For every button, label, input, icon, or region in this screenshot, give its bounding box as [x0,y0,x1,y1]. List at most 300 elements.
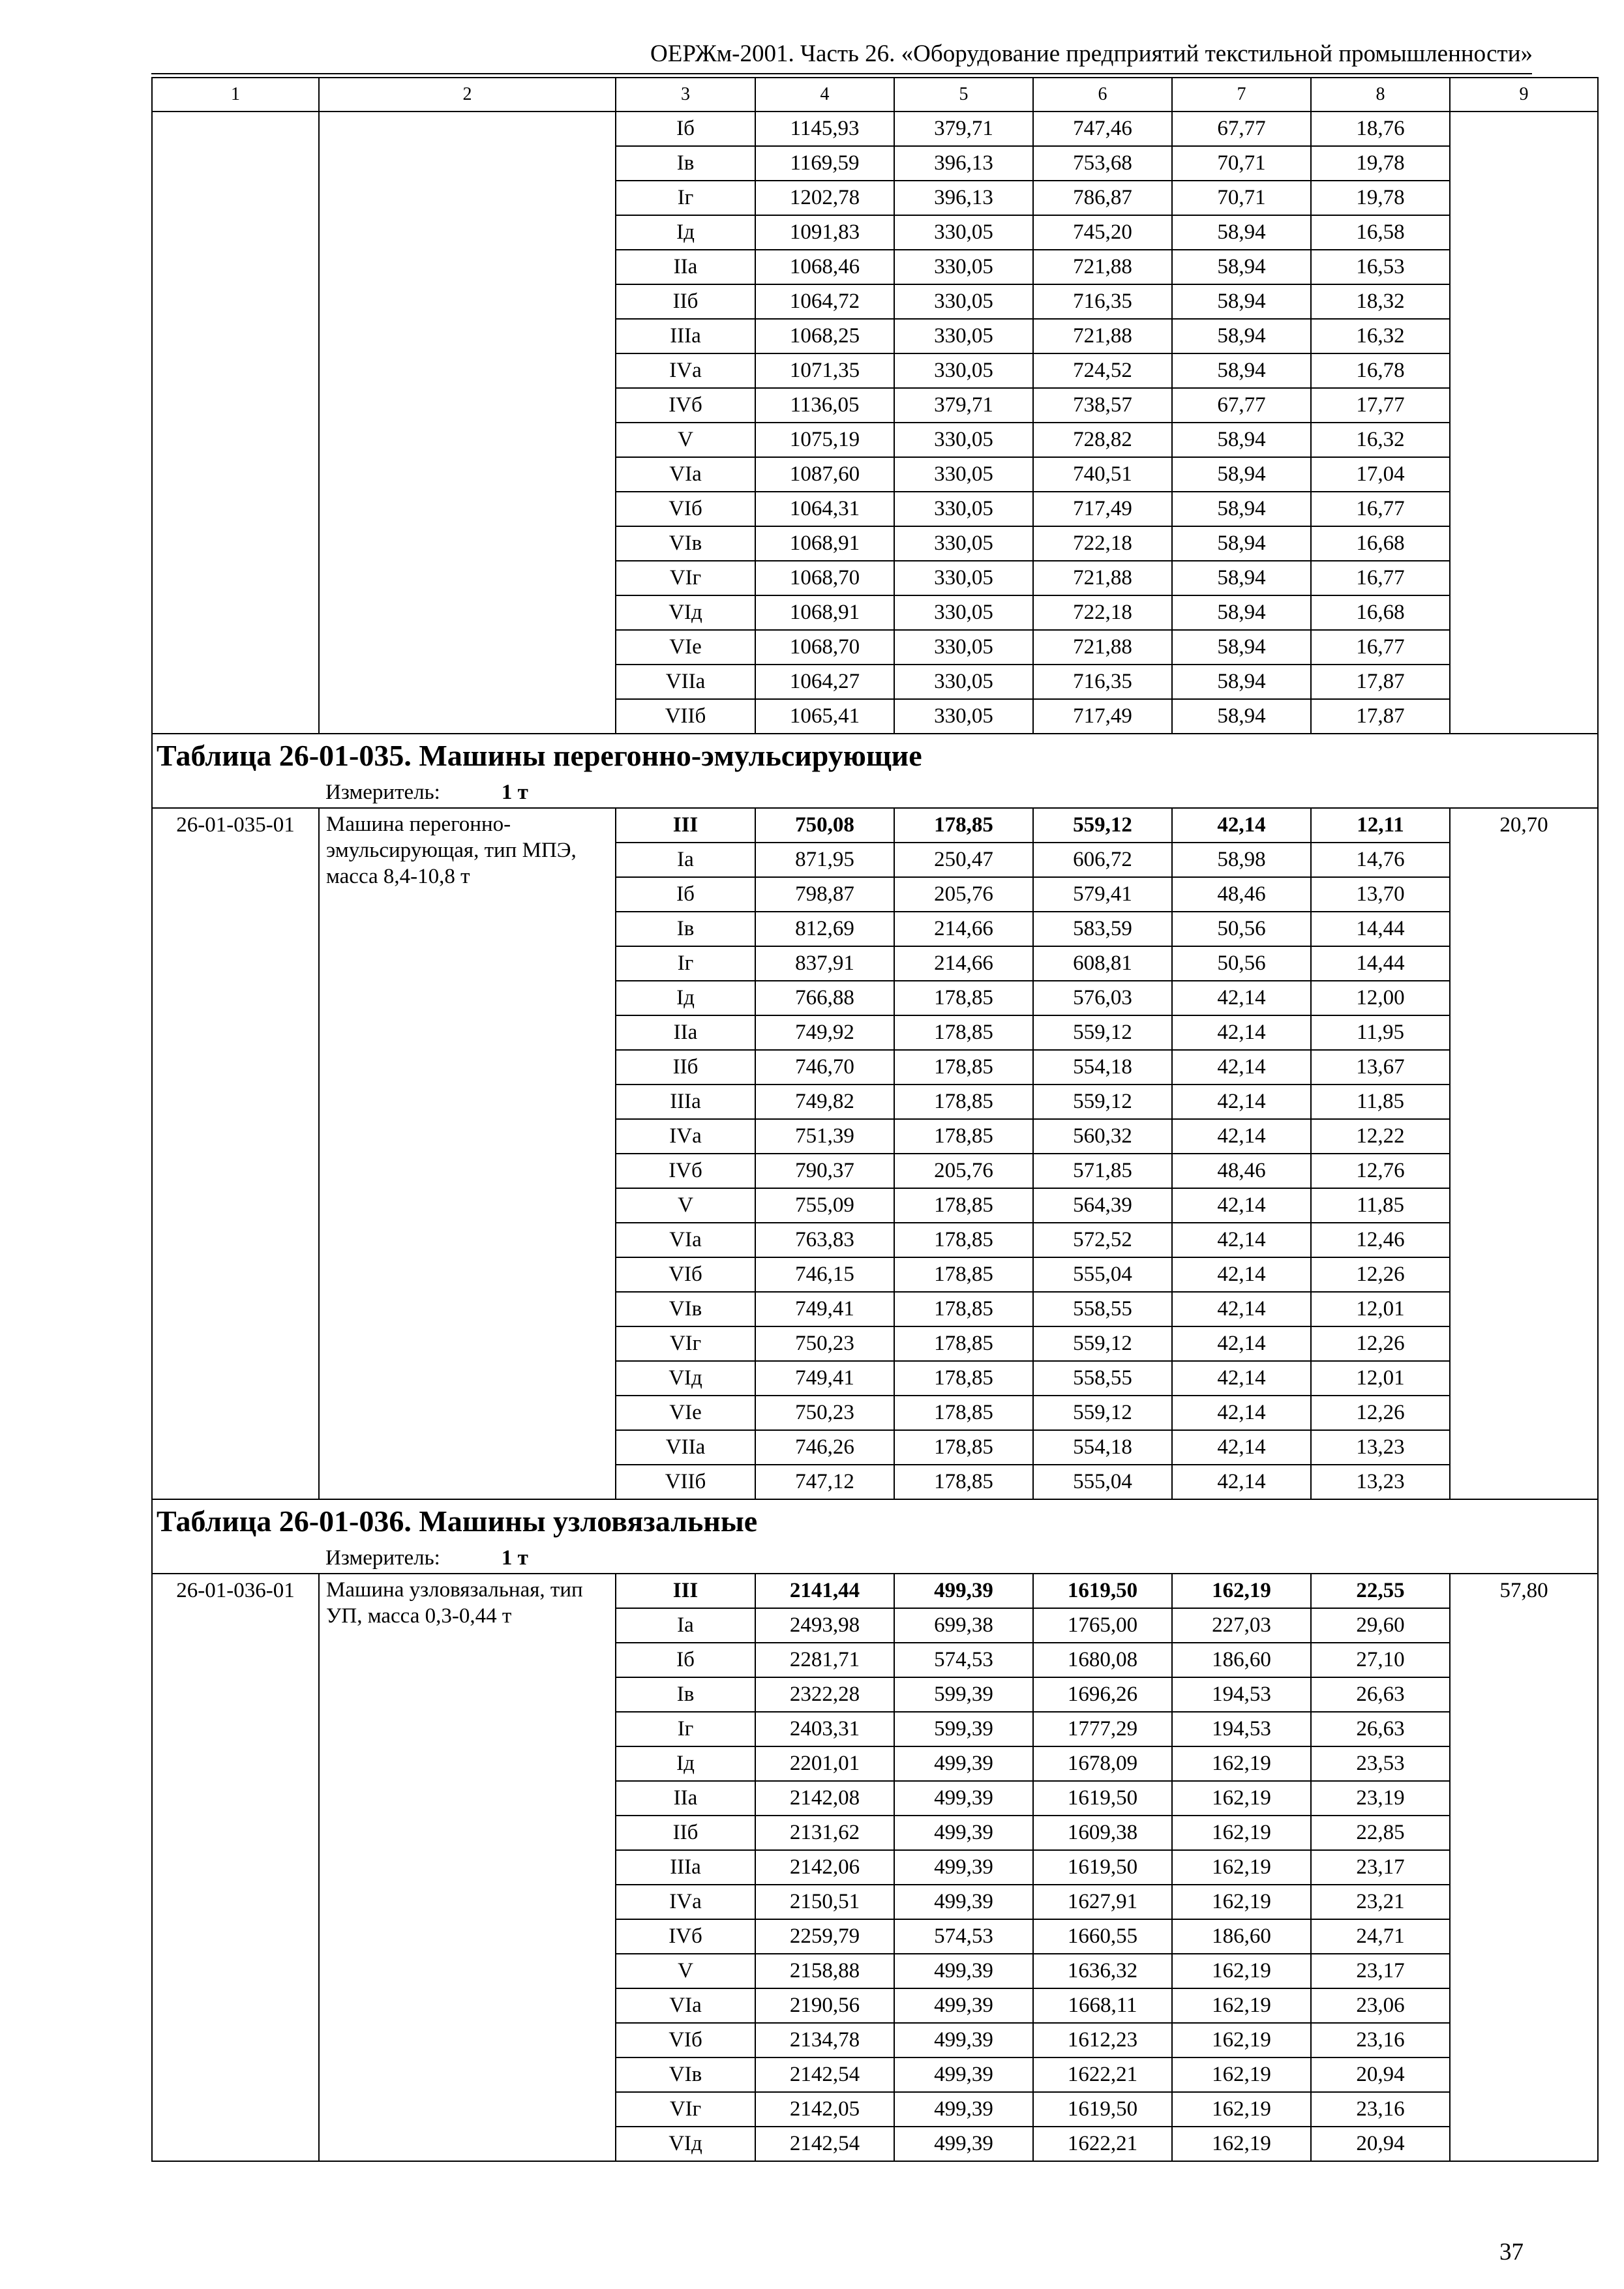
zone-cell: IIб [616,1050,755,1085]
zone-cell: IIIа [616,1850,755,1885]
value-cell: 29,60 [1311,1608,1450,1643]
zone-cell: VIб [616,1257,755,1292]
value-cell: 16,77 [1311,630,1450,665]
zone-cell: IIа [616,250,755,284]
value-cell: 798,87 [755,877,894,912]
value-cell: 50,56 [1172,946,1311,981]
value-cell: 717,49 [1033,699,1172,734]
value-cell: 330,05 [894,353,1033,388]
value-cell: 16,68 [1311,595,1450,630]
value-cell: 2322,28 [755,1677,894,1712]
value-cell: 571,85 [1033,1154,1172,1188]
value-cell: 560,32 [1033,1119,1172,1154]
zone-cell: VIд [616,595,755,630]
value-cell: 330,05 [894,284,1033,319]
value-cell: 749,41 [755,1361,894,1396]
table-title-row [152,1499,1598,1543]
zone-cell: IVб [616,388,755,423]
table-title: Таблица 26-01-036. Машины узловязальные [152,1499,1598,1543]
value-cell: 1087,60 [755,457,894,492]
zone-cell: IIа [616,1015,755,1050]
value-cell: 499,39 [894,1746,1033,1781]
value-cell: 1202,78 [755,181,894,215]
zone-cell: VIг [616,1326,755,1361]
value-cell: 559,12 [1033,1015,1172,1050]
zone-cell: Iд [616,215,755,250]
value-cell: 16,77 [1311,561,1450,595]
value-cell: 747,12 [755,1465,894,1499]
zone-cell: Iг [616,181,755,215]
table-title: Таблица 26-01-035. Машины перегонно-эмульсирующие [152,734,1598,777]
value-cell: 330,05 [894,561,1033,595]
value-cell: 1071,35 [755,353,894,388]
value-cell: 178,85 [894,808,1033,843]
value-cell: 13,23 [1311,1465,1450,1499]
value-cell: 499,39 [894,1816,1033,1850]
value-cell: 2142,06 [755,1850,894,1885]
value-cell: 58,94 [1172,492,1311,526]
value-cell: 2190,56 [755,1988,894,2023]
value-cell: 716,35 [1033,284,1172,319]
value-cell: 574,53 [894,1919,1033,1954]
value-cell: 14,44 [1311,946,1450,981]
value-cell: 48,46 [1172,877,1311,912]
value-cell: 330,05 [894,457,1033,492]
value-cell: 23,06 [1311,1988,1450,2023]
value-cell: 749,41 [755,1292,894,1326]
zone-cell: VIв [616,526,755,561]
value-cell: 19,78 [1311,181,1450,215]
value-cell: 178,85 [894,981,1033,1015]
value-cell: 26,63 [1311,1712,1450,1746]
rate-description: Машина узловязальная, тип УП, масса 0,3-0,44 т [319,1574,616,2161]
value-cell: 13,67 [1311,1050,1450,1085]
value-cell: 178,85 [894,1396,1033,1430]
zone-cell: IVа [616,1119,755,1154]
value-cell: 499,39 [894,2127,1033,2161]
value-cell: 58,94 [1172,699,1311,734]
value-cell: 766,88 [755,981,894,1015]
zone-cell: V [616,1188,755,1223]
value-cell: 16,77 [1311,492,1450,526]
value-cell: 23,53 [1311,1746,1450,1781]
value-cell: 178,85 [894,1050,1033,1085]
zone-cell: IIб [616,284,755,319]
column-number: 4 [755,78,894,112]
zone-cell: Iа [616,843,755,877]
value-cell: 13,70 [1311,877,1450,912]
zone-cell: VIIа [616,665,755,699]
value-cell: 22,85 [1311,1816,1450,1850]
value-cell: 42,14 [1172,1292,1311,1326]
zone-cell: Iв [616,912,755,946]
value-cell: 14,76 [1311,843,1450,877]
value-cell: 499,39 [894,1574,1033,1608]
code-cell-empty [152,112,319,734]
zone-cell: Iб [616,1643,755,1677]
value-cell: 23,21 [1311,1885,1450,1919]
measure-row [152,1543,1598,1574]
value-cell: 58,94 [1172,595,1311,630]
zone-cell: VIIб [616,1465,755,1499]
zone-cell: III [616,1574,755,1608]
value-cell: 17,77 [1311,388,1450,423]
value-cell: 12,11 [1311,808,1450,843]
value-cell: 70,71 [1172,146,1311,181]
zone-cell: IVа [616,1885,755,1919]
zone-cell: VIIб [616,699,755,734]
value-cell: 24,71 [1311,1919,1450,1954]
value-cell: 837,91 [755,946,894,981]
value-cell: 42,14 [1172,1465,1311,1499]
value-cell: 1636,32 [1033,1954,1172,1988]
value-cell: 12,26 [1311,1396,1450,1430]
zone-cell: Iв [616,146,755,181]
measure-cell [152,1543,1598,1574]
value-cell: 42,14 [1172,1223,1311,1257]
value-cell: 559,12 [1033,1396,1172,1430]
value-cell: 555,04 [1033,1465,1172,1499]
zone-cell: IIб [616,1816,755,1850]
value-cell: 2142,54 [755,2057,894,2092]
value-cell: 178,85 [894,1292,1033,1326]
value-cell: 1680,08 [1033,1643,1172,1677]
value-cell: 178,85 [894,1085,1033,1119]
value-cell: 50,56 [1172,912,1311,946]
value-cell: 1068,91 [755,526,894,561]
zone-cell: Iд [616,1746,755,1781]
value-cell: 27,10 [1311,1643,1450,1677]
value-cell: 554,18 [1033,1050,1172,1085]
value-cell: 162,19 [1172,2023,1311,2057]
table-row [152,112,1598,146]
value-cell: 16,32 [1311,423,1450,457]
value-cell: 23,19 [1311,1781,1450,1816]
value-cell: 58,94 [1172,665,1311,699]
value-cell: 499,39 [894,1885,1033,1919]
value-cell: 1678,09 [1033,1746,1172,1781]
value-cell: 499,39 [894,1954,1033,1988]
rates-table-area [151,77,1548,2162]
value-cell: 162,19 [1172,1954,1311,1988]
col9-cell-empty [1450,112,1598,734]
value-cell: 1136,05 [755,388,894,423]
value-cell: 42,14 [1172,1050,1311,1085]
value-cell: 330,05 [894,699,1033,734]
value-cell: 722,18 [1033,526,1172,561]
rate-code: 26-01-036-01 [152,1574,319,2161]
value-cell: 499,39 [894,1850,1033,1885]
value-cell: 1627,91 [1033,1885,1172,1919]
value-cell: 16,68 [1311,526,1450,561]
value-cell: 1619,50 [1033,2092,1172,2127]
value-cell: 14,44 [1311,912,1450,946]
value-cell: 499,39 [894,2092,1033,2127]
column-number: 1 [152,78,319,112]
value-cell: 2259,79 [755,1919,894,1954]
value-cell: 1622,21 [1033,2057,1172,2092]
zone-cell: VIIа [616,1430,755,1465]
value-cell: 786,87 [1033,181,1172,215]
zone-cell: VIе [616,1396,755,1430]
table-row [152,808,1598,843]
value-cell: 58,94 [1172,630,1311,665]
zone-cell: IIа [616,1781,755,1816]
value-cell: 1145,93 [755,112,894,146]
value-cell: 58,94 [1172,353,1311,388]
value-cell: 499,39 [894,2023,1033,2057]
value-cell: 746,26 [755,1430,894,1465]
measure-row [152,777,1598,808]
value-cell: 16,32 [1311,319,1450,353]
column-number-row [152,78,1598,112]
value-cell: 22,55 [1311,1574,1450,1608]
value-cell: 178,85 [894,1430,1033,1465]
value-cell: 12,01 [1311,1292,1450,1326]
value-cell: 330,05 [894,492,1033,526]
value-cell: 205,76 [894,1154,1033,1188]
value-cell: 178,85 [894,1326,1033,1361]
value-cell: 753,68 [1033,146,1172,181]
value-cell: 330,05 [894,250,1033,284]
zone-cell: VIб [616,2023,755,2057]
value-cell: 716,35 [1033,665,1172,699]
value-cell: 745,20 [1033,215,1172,250]
value-cell: 330,05 [894,526,1033,561]
value-cell: 11,85 [1311,1085,1450,1119]
value-cell: 58,94 [1172,423,1311,457]
value-cell: 214,66 [894,946,1033,981]
value-cell: 579,41 [1033,877,1172,912]
value-cell: 250,47 [894,843,1033,877]
value-cell: 1064,27 [755,665,894,699]
zone-cell: Iб [616,112,755,146]
value-cell: 42,14 [1172,1396,1311,1430]
measure-label: Измеритель: [325,1546,440,1570]
value-cell: 722,18 [1033,595,1172,630]
value-cell: 58,94 [1172,250,1311,284]
value-cell: 11,95 [1311,1015,1450,1050]
value-cell: 186,60 [1172,1643,1311,1677]
value-cell: 1068,46 [755,250,894,284]
zone-cell: VIг [616,2092,755,2127]
value-cell: 747,46 [1033,112,1172,146]
value-cell: 12,22 [1311,1119,1450,1154]
rates-table [151,77,1599,2162]
zone-cell: VIа [616,1223,755,1257]
value-cell: 559,12 [1033,1326,1172,1361]
value-cell: 20,94 [1311,2057,1450,2092]
value-cell: 18,32 [1311,284,1450,319]
value-cell: 162,19 [1172,2127,1311,2161]
value-cell: 20,94 [1311,2127,1450,2161]
value-cell: 379,71 [894,388,1033,423]
value-cell: 42,14 [1172,1326,1311,1361]
zone-cell: VIб [616,492,755,526]
value-cell: 1169,59 [755,146,894,181]
value-cell: 330,05 [894,665,1033,699]
value-cell: 1064,72 [755,284,894,319]
value-cell: 721,88 [1033,319,1172,353]
value-cell: 12,76 [1311,1154,1450,1188]
value-cell: 162,19 [1172,2057,1311,2092]
value-cell: 599,39 [894,1712,1033,1746]
value-cell: 564,39 [1033,1188,1172,1223]
value-cell: 750,23 [755,1326,894,1361]
value-cell: 379,71 [894,112,1033,146]
value-cell: 746,15 [755,1257,894,1292]
value-cell: 721,88 [1033,630,1172,665]
value-cell: 42,14 [1172,1119,1311,1154]
zone-cell: IVа [616,353,755,388]
value-cell: 717,49 [1033,492,1172,526]
value-cell: 599,39 [894,1677,1033,1712]
value-cell: 17,87 [1311,665,1450,699]
value-cell: 42,14 [1172,1188,1311,1223]
value-cell: 58,94 [1172,526,1311,561]
value-cell: 763,83 [755,1223,894,1257]
value-cell: 186,60 [1172,1919,1311,1954]
value-cell: 19,78 [1311,146,1450,181]
value-cell: 740,51 [1033,457,1172,492]
value-cell: 746,70 [755,1050,894,1085]
value-cell: 396,13 [894,181,1033,215]
value-cell: 23,17 [1311,1850,1450,1885]
value-cell: 16,53 [1311,250,1450,284]
value-cell: 12,26 [1311,1257,1450,1292]
value-cell: 67,77 [1172,112,1311,146]
value-cell: 178,85 [894,1361,1033,1396]
value-cell: 2141,44 [755,1574,894,1608]
column-number: 8 [1311,78,1450,112]
zone-cell: IIIа [616,1085,755,1119]
value-cell: 749,82 [755,1085,894,1119]
value-cell: 1068,91 [755,595,894,630]
value-cell: 2142,05 [755,2092,894,2127]
running-header: ОЕРЖм-2001. Часть 26. «Оборудование предприятий текстильной промышленности» [650,40,1533,67]
value-cell: 2281,71 [755,1643,894,1677]
value-cell: 178,85 [894,1257,1033,1292]
value-cell: 576,03 [1033,981,1172,1015]
column-number: 6 [1033,78,1172,112]
zone-cell: Iд [616,981,755,1015]
zone-cell: VIв [616,1292,755,1326]
value-cell: 559,12 [1033,1085,1172,1119]
value-cell: 23,16 [1311,2092,1450,2127]
value-cell: 728,82 [1033,423,1172,457]
value-cell: 178,85 [894,1015,1033,1050]
value-cell: 194,53 [1172,1712,1311,1746]
measure-cell [152,777,1598,808]
value-cell: 499,39 [894,1988,1033,2023]
rate-description: Машина перегонно-эмульсирующая, тип МПЭ, масса 8,4-10,8 т [319,808,616,1499]
description-cell-empty [319,112,616,734]
value-cell: 26,63 [1311,1677,1450,1712]
value-cell: 12,26 [1311,1326,1450,1361]
value-cell: 58,94 [1172,284,1311,319]
measure-value: 1 т [501,781,528,804]
value-cell: 1609,38 [1033,1816,1172,1850]
zone-cell: V [616,1954,755,1988]
value-cell: 2158,88 [755,1954,894,1988]
value-cell: 330,05 [894,423,1033,457]
value-cell: 1619,50 [1033,1574,1172,1608]
value-cell: 16,78 [1311,353,1450,388]
zone-cell: VIд [616,1361,755,1396]
value-cell: 724,52 [1033,353,1172,388]
zone-cell: VIв [616,2057,755,2092]
value-cell: 2142,08 [755,1781,894,1816]
value-cell: 1075,19 [755,423,894,457]
value-cell: 2134,78 [755,2023,894,2057]
value-cell: 42,14 [1172,808,1311,843]
value-cell: 330,05 [894,215,1033,250]
value-cell: 42,14 [1172,1015,1311,1050]
value-cell: 12,01 [1311,1361,1450,1396]
value-cell: 42,14 [1172,981,1311,1015]
zone-cell: Iв [616,1677,755,1712]
value-cell: 162,19 [1172,2092,1311,2127]
value-cell: 499,39 [894,2057,1033,2092]
zone-cell: Iб [616,877,755,912]
zone-cell: Iг [616,946,755,981]
measure-value: 1 т [501,1546,528,1570]
zone-cell: Iа [616,1608,755,1643]
value-cell: 58,98 [1172,843,1311,877]
value-cell: 608,81 [1033,946,1172,981]
value-cell: 755,09 [755,1188,894,1223]
value-cell: 574,53 [894,1643,1033,1677]
value-cell: 499,39 [894,1781,1033,1816]
rate-code: 26-01-035-01 [152,808,319,1499]
value-cell: 162,19 [1172,1816,1311,1850]
value-cell: 214,66 [894,912,1033,946]
value-cell: 749,92 [755,1015,894,1050]
value-cell: 67,77 [1172,388,1311,423]
value-cell: 738,57 [1033,388,1172,423]
zone-cell: IIIа [616,319,755,353]
page-number: 37 [1499,2239,1524,2266]
value-cell: 227,03 [1172,1608,1311,1643]
zone-cell: VIа [616,1988,755,2023]
value-cell: 18,76 [1311,112,1450,146]
header-rule [151,73,1532,74]
value-cell: 1619,50 [1033,1781,1172,1816]
value-cell: 1065,41 [755,699,894,734]
value-cell: 558,55 [1033,1292,1172,1326]
value-cell: 205,76 [894,877,1033,912]
value-cell: 721,88 [1033,561,1172,595]
value-cell: 751,39 [755,1119,894,1154]
value-cell: 42,14 [1172,1085,1311,1119]
value-cell: 178,85 [894,1188,1033,1223]
zone-cell: IVб [616,1919,755,1954]
column-number: 3 [616,78,755,112]
value-cell: 396,13 [894,146,1033,181]
value-cell: 23,17 [1311,1954,1450,1988]
value-cell: 330,05 [894,319,1033,353]
table-title-row [152,734,1598,777]
value-cell: 42,14 [1172,1430,1311,1465]
value-cell: 58,94 [1172,215,1311,250]
value-cell: 58,94 [1172,319,1311,353]
value-cell: 162,19 [1172,1988,1311,2023]
column-number: 5 [894,78,1033,112]
col9-value: 20,70 [1450,808,1598,1499]
value-cell: 554,18 [1033,1430,1172,1465]
value-cell: 812,69 [755,912,894,946]
zone-cell: V [616,423,755,457]
